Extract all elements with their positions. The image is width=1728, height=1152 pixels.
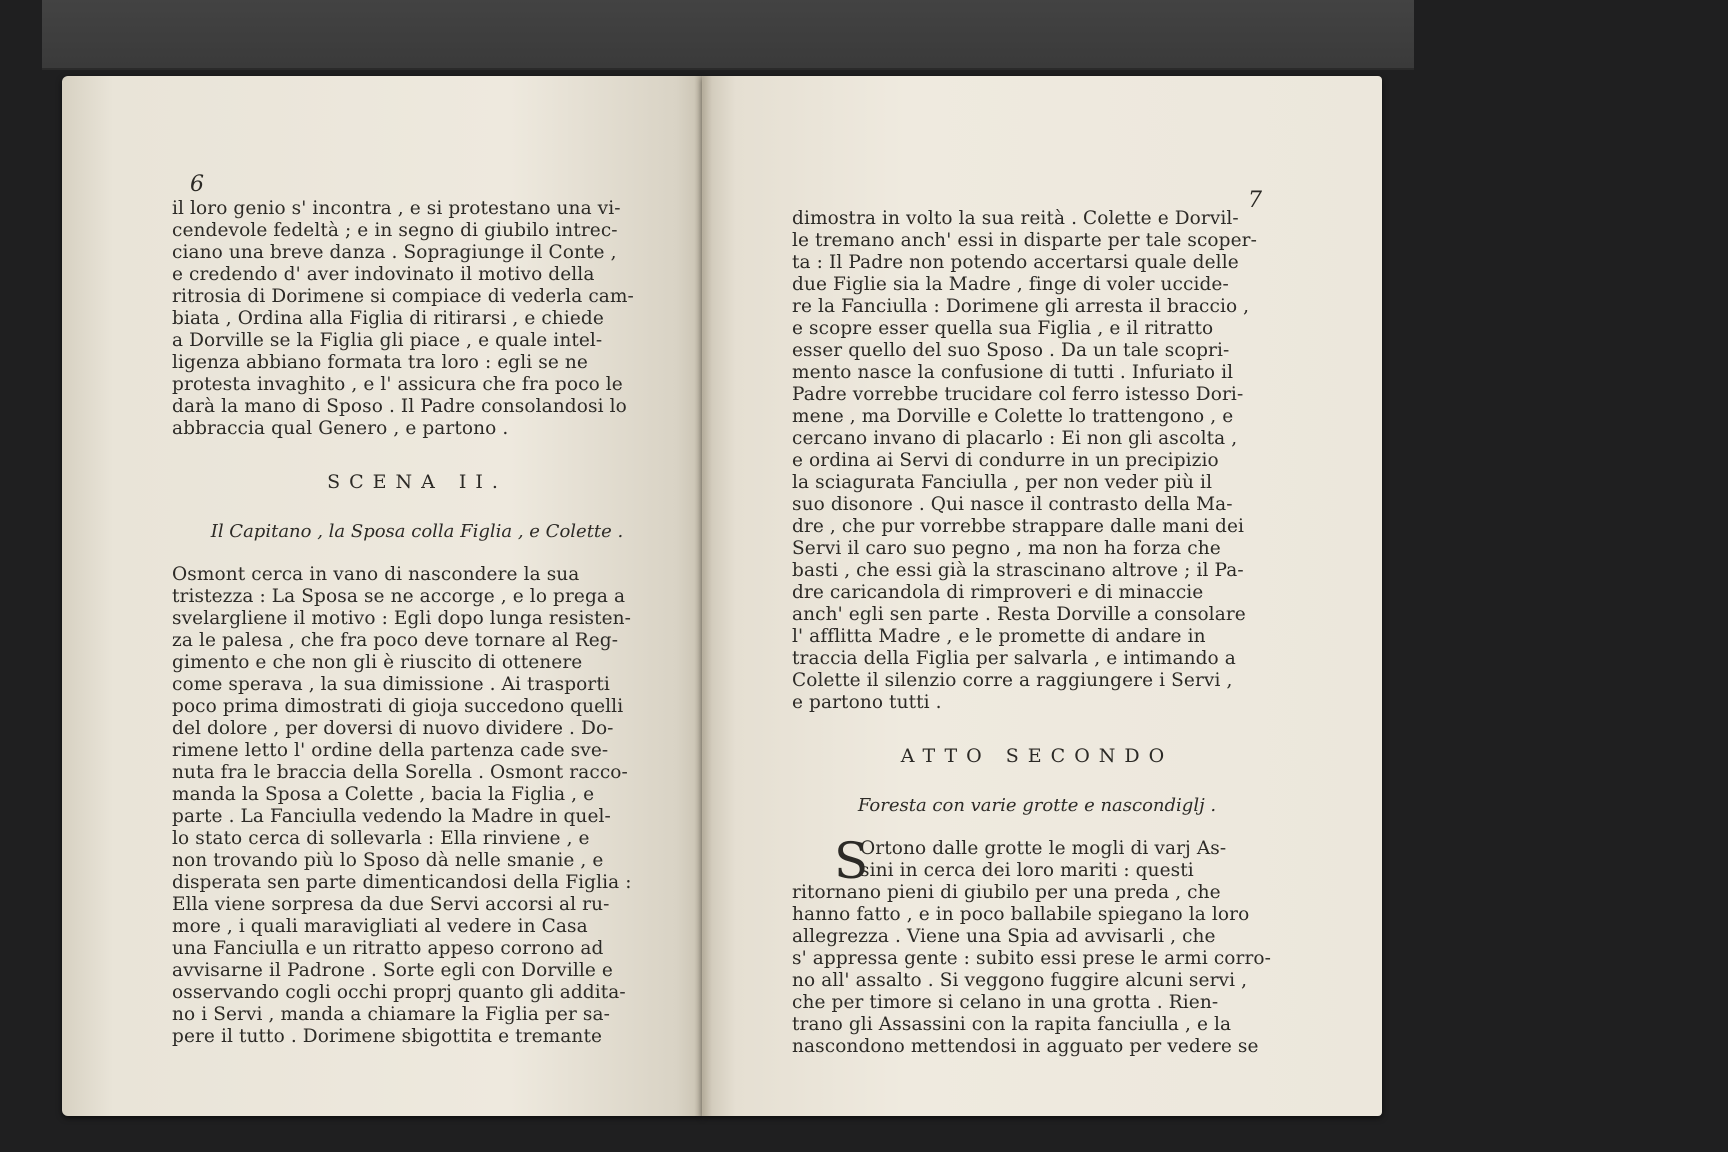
text-line: mene , ma Dorville e Colette lo trattengono , e — [792, 406, 1234, 427]
text-line: suo disonore . Qui nasce il contrasto della Ma- — [792, 494, 1233, 515]
text-line: pere il tutto . Dorimene sbigottita e tremante — [172, 1026, 603, 1047]
text-line: parte . La Fanciulla vedendo la Madre in quel- — [172, 806, 611, 827]
text-line: re la Fanciulla : Dorimene gli arresta il braccio , — [792, 296, 1250, 317]
text-line: trano gli Assassini con la rapita fanciulla , e la — [792, 1014, 1232, 1035]
text-line: Ella viene sorpresa da due Servi accorsi al ru- — [172, 894, 610, 915]
act-subheading: Foresta con varie grotte e nascondiglj . — [857, 795, 1217, 816]
text-line: le tremano anch' essi in disparte per tale scoper- — [792, 230, 1257, 251]
text-line: avvisarne il Padrone . Sorte egli con Dorville e — [172, 960, 613, 981]
text-line: e partono tutti . — [792, 692, 942, 713]
page-number-right: 7 — [1248, 188, 1262, 213]
text-line: Ortono dalle grotte le mogli di varj As- — [860, 838, 1227, 859]
text-line: svelargliene il motivo : Egli dopo lunga resisten- — [172, 608, 632, 629]
right-paragraph-top — [792, 208, 1282, 714]
dropcap-block — [792, 832, 1282, 890]
dropcap-letter: S — [834, 832, 869, 890]
text-line: Osmont cerca in vano di nascondere la sua — [172, 564, 580, 585]
text-line: esser quello del suo Sposo . Da un tale scopri- — [792, 340, 1230, 361]
text-line: basti , che essi già la strascinano altrove ; il Pa- — [792, 560, 1244, 581]
text-line: tristezza : La Sposa se ne accorge , e lo prega a — [172, 586, 626, 607]
text-line: e credendo d' aver indovinato il motivo della — [172, 264, 595, 285]
book-gutter — [694, 76, 712, 1116]
text-line: Padre vorrebbe trucidare col ferro istesso Dori- — [792, 384, 1244, 405]
left-page — [62, 76, 702, 1116]
open-book — [62, 76, 1322, 1116]
text-line: za le palesa , che fra poco deve tornare al Reg- — [172, 630, 619, 651]
text-line: ta : Il Padre non potendo accertarsi quale delle — [792, 252, 1239, 273]
text-line: ritrosia di Dorimene si compiace di vederla cam- — [172, 286, 634, 307]
right-paragraph-bottom — [792, 882, 1282, 1058]
text-line: ligenza abbiano formata tra loro : egli se ne — [172, 352, 588, 373]
text-line: sini in cerca dei loro mariti : questi — [860, 860, 1194, 881]
text-line: dre caricandola di rimproveri e di minaccie — [792, 582, 1204, 603]
text-line: cercano invano di placarlo : Ei non gli ascolta , — [792, 428, 1238, 449]
text-line: manda la Sposa a Colette , bacia la Figlia , e — [172, 784, 595, 805]
scene-subheading: Il Capitano , la Sposa colla Figlia , e Colette . — [210, 521, 624, 542]
text-line: il loro genio s' incontra , e si protestano una vi- — [172, 198, 621, 219]
text-line: poco prima dimostrati di gioja succedono quelli — [172, 696, 624, 717]
text-line: osservando cogli occhi proprj quanto gli addita- — [172, 982, 626, 1003]
text-line: allegrezza . Viene una Spia ad avvisarli , che — [792, 926, 1216, 947]
text-line: hanno fatto , e in poco ballabile spiegano la loro — [792, 904, 1250, 925]
text-line: del dolore , per doversi di nuovo dividere . Do- — [172, 718, 614, 739]
text-line: e scopre esser quella sua Figlia , e il ritratto — [792, 318, 1214, 339]
text-line: ritornano pieni di giubilo per una preda , che — [792, 882, 1221, 903]
text-line: Servi il caro suo pegno , ma non ha forza che — [792, 538, 1221, 559]
right-page — [702, 76, 1382, 1116]
left-paragraph-bottom — [172, 564, 662, 1048]
text-line: Colette il silenzio corre a raggiungere i Servi , — [792, 670, 1233, 691]
text-line: dre , che pur vorrebbe strappare dalle mani dei — [792, 516, 1245, 537]
text-line: biata , Ordina alla Figlia di ritirarsi , e chiede — [172, 308, 604, 329]
text-line: traccia della Figlia per salvarla , e intimando a — [792, 648, 1236, 669]
text-line: abbraccia qual Genero , e partono . — [172, 418, 509, 439]
text-line: e ordina ai Servi di condurre in un precipizio — [792, 450, 1219, 471]
text-line: rimene letto l' ordine della partenza cade sve- — [172, 740, 609, 761]
text-line: gimento e che non gli è riuscito di ottenere — [172, 652, 583, 673]
text-line: more , i quali maravigliati al vedere in Casa — [172, 916, 588, 937]
text-line: nascondono mettendosi in agguato per vedere se — [792, 1036, 1259, 1057]
text-line: s' appressa gente : subito essi prese le armi corro- — [792, 948, 1271, 969]
text-line: due Figlie sia la Madre , finge di voler uccide- — [792, 274, 1229, 295]
act-heading: ATTO SECONDO — [900, 745, 1174, 767]
text-line: non trovando più lo Sposo dà nelle smanie , e — [172, 850, 604, 871]
text-line: cendevole fedeltà ; e in segno di giubilo intrec- — [172, 220, 618, 241]
text-line: disperata sen parte dimenticandosi della Figlia : — [172, 872, 632, 893]
text-line: ciano una breve danza . Sopragiunge il Conte , — [172, 242, 617, 263]
text-line: no i Servi , manda a chiamare la Figlia per sa- — [172, 1004, 610, 1025]
text-line: lo stato cerca di sollevarla : Ella rinviene , e — [172, 828, 590, 849]
scene-heading: SCENA II. — [327, 471, 507, 493]
text-line: darà la mano di Sposo . Il Padre consolandosi lo — [172, 396, 627, 417]
text-line: a Dorville se la Figlia gli piace , e quale intel- — [172, 330, 603, 351]
text-line: che per timore si celano in una grotta . Rien- — [792, 992, 1219, 1013]
page-number-left: 6 — [190, 172, 204, 197]
text-line: dimostra in volto la sua reità . Colette e Dorvil- — [792, 208, 1239, 229]
text-line: mento nasce la confusione di tutti . Infuriato il — [792, 362, 1234, 383]
text-line: una Fanciulla e un ritratto appeso corrono ad — [172, 938, 604, 959]
text-line: come sperava , la sua dimissione . Ai trasporti — [172, 674, 610, 695]
text-line: anch' egli sen parte . Resta Dorville a consolare — [792, 604, 1246, 625]
text-line: l' afflitta Madre , e le promette di andare in — [792, 626, 1206, 647]
text-line: nuta fra le braccia della Sorella . Osmont racco- — [172, 762, 628, 783]
text-line: protesta invaghito , e l' assicura che fra poco le — [172, 374, 623, 395]
text-line: la sciagurata Fanciulla , per non veder più il — [792, 472, 1213, 493]
left-paragraph-top — [172, 198, 662, 440]
left-page-text — [172, 198, 662, 1048]
backdrop-strip — [42, 0, 1414, 70]
right-page-text — [792, 208, 1282, 1058]
text-line: no all' assalto . Si veggono fuggire alcuni servi , — [792, 970, 1248, 991]
